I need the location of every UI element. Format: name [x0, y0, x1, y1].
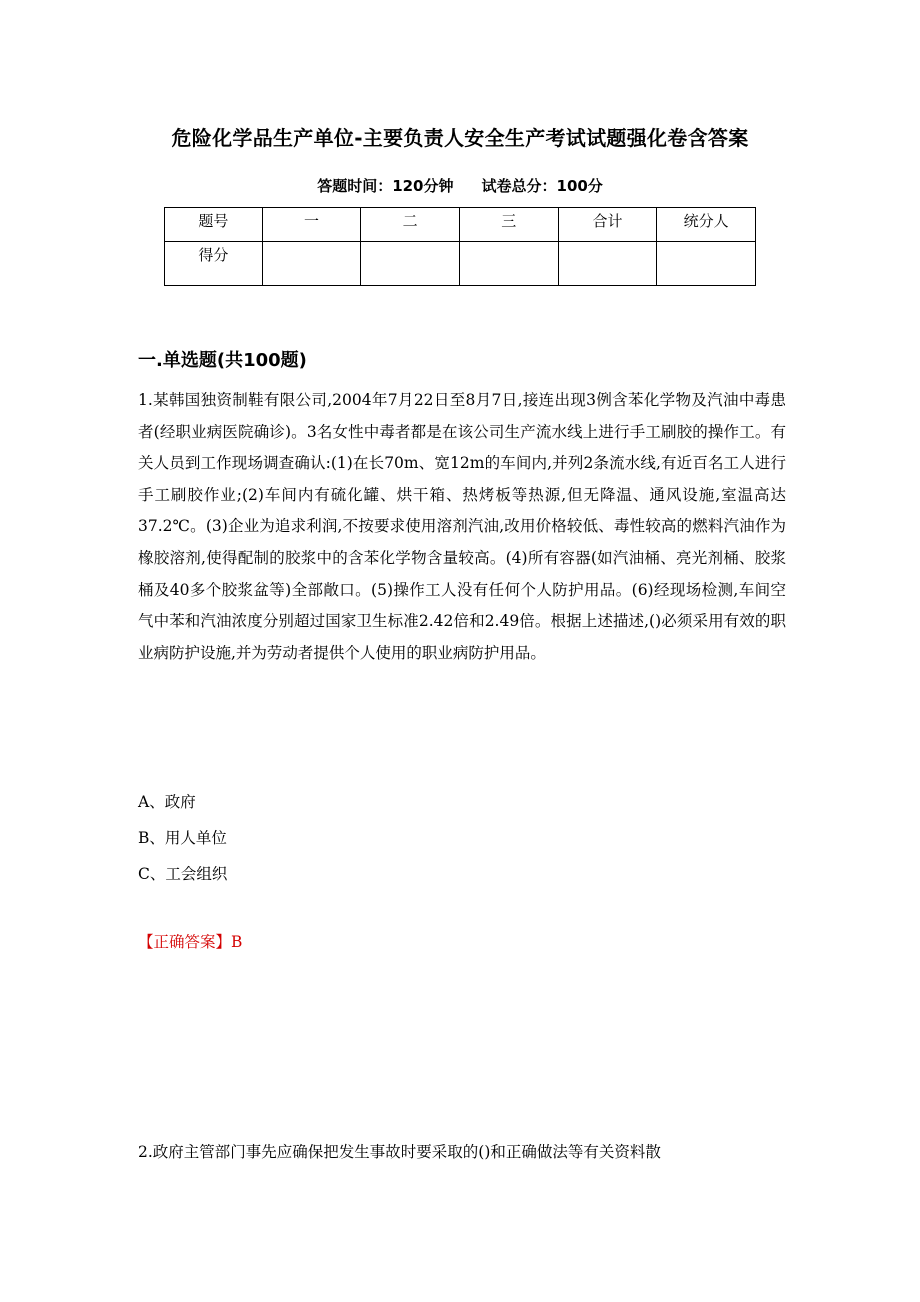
score-table	[164, 207, 756, 286]
exam-time: 答题时间：120分钟	[317, 177, 454, 195]
score-header-cell: 合计	[558, 208, 657, 242]
score-cell	[361, 242, 460, 286]
option-a: A、政府	[138, 793, 196, 811]
option-b: B、用人单位	[138, 829, 227, 847]
question-1-answer: 【正确答案】B	[138, 933, 243, 951]
score-table-row	[165, 242, 756, 286]
option-c: C、工会组织	[138, 865, 228, 883]
score-header-cell: 统分人	[657, 208, 756, 242]
score-cell	[262, 242, 361, 286]
score-header-cell: 三	[459, 208, 558, 242]
section-heading: 一.单选题(共100题)	[138, 350, 307, 371]
score-cell	[459, 242, 558, 286]
question-2-text: 2.政府主管部门事先应确保把发生事故时要采取的()和正确做法等有关资料散	[138, 1143, 661, 1161]
exam-total-score: 试卷总分：100分	[481, 177, 603, 195]
question-1-text: 1.某韩国独资制鞋有限公司,2004年7月22日至8月7日,接连出现3例含苯化学物及汽油中毒患者(经职业病医院确诊)。3名女性中毒者都是在该公司生产流水线上进行手工刷胶的操作工。有关人员到工作现场调查确认:(1)在长70m、宽12m的车间内,并列2条流水线,有近百名工人进行手工刷胶作业;(2)车间内有硫化罐、烘干箱、热烤板等热源,但无降温、通风设施,室温高达37.2℃。(3)企业为追求利润,不按要求使用溶剂汽油,改用价格较低、毒性较高的燃料汽油作为橡胶溶剂,使得配制的胶浆中的含苯化学物含量较高。(4)所有容器(如汽油桶、亮光剂桶、胶浆桶及40多个胶浆盆等)全部敞口。(5)操作工人没有任何个人防护用品。(6)经现场检测,车间空气中苯和汽油浓度分别超过国家卫生标准2.42倍和2.49倍。根据上述描述,()必须采用有效的职业病防护设施,并为劳动者提供个人使用的职业病防护用品。	[138, 391, 786, 662]
score-cell	[657, 242, 756, 286]
score-table-header-row	[165, 208, 756, 242]
score-cell	[558, 242, 657, 286]
question-1-options	[138, 784, 227, 892]
document-title: 危险化学品生产单位-主要负责人安全生产考试试题强化卷含答案	[171, 126, 749, 150]
exam-meta	[0, 175, 920, 196]
score-header-cell: 题号	[165, 208, 263, 242]
score-row-label: 得分	[165, 242, 263, 286]
score-header-cell: 一	[262, 208, 361, 242]
score-header-cell: 二	[361, 208, 460, 242]
